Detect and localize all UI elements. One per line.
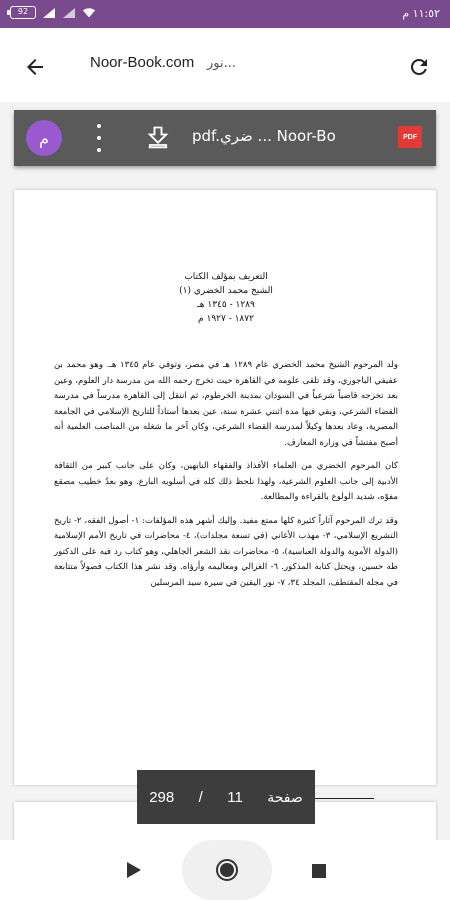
page-current: 11 (227, 788, 243, 806)
clock: ١١:٥٢ م (402, 7, 440, 20)
more-vert-icon[interactable] (92, 124, 106, 152)
page-content (54, 270, 398, 599)
media-controls (0, 840, 450, 900)
back-button[interactable] (18, 50, 52, 84)
pdf-badge-icon: PDF (398, 126, 422, 148)
record-icon (215, 858, 239, 882)
pdf-page (14, 190, 436, 785)
browser-toolbar (0, 28, 450, 102)
record-button[interactable] (182, 840, 272, 900)
download-icon[interactable] (144, 124, 172, 152)
status-icons (10, 6, 96, 19)
reload-button[interactable] (402, 50, 436, 84)
signal-icon (42, 7, 56, 19)
page-separator: / (198, 788, 203, 806)
heading-line: الشيخ محمد الخضري (١) (179, 286, 273, 296)
page-title-text: ...نور (206, 56, 236, 71)
page-heading (54, 270, 398, 326)
battery-icon (10, 6, 36, 19)
avatar[interactable]: م (26, 120, 62, 156)
signal-icon (62, 7, 76, 19)
arrow-left-icon (23, 55, 47, 79)
site-name: Noor-Book.com (90, 54, 195, 71)
paragraph: ولد المرحوم الشيخ محمد الخضري عام ١٢٨٩ هـ في مصر، وتوفي عام ١٣٤٥ هـ. وهو محمد بن عفيفي الباجوري، وقد تلقى علومه في القاهرة حيث تخرج رحمه الله من مدرسة دار العلوم، وعين بعد تخرجه قاضياً شرعياً في السودان بمدينة الخرطوم، ثم انتقل إلى القاهرة مدرساً في مدرسة القضاء الشرعي، وبقي فيها مدة اثنتي عشرة سنة، عين بعدها أستاذاً للتاريخ الإسلامي في الجامعة المصرية، وعاد بعدها وكيلاً لمدرسة القضاء الشرعي، وكان آخر ما شغله من المناصب العلمية أنه أصبح مفتشاً في وزارة المعارف. (54, 360, 398, 448)
paragraph: وقد ترك المرحوم آثاراً كثيرة كلها ممتع مفيد. وإليك أشهر هذه المؤلفات: ١- أصول الفقه، ٢- تاريخ التشريع الإسلامي، ٣- مهذب الأغاني (في تسعة مجلدات)، ٤- محاضرات في تاريخ الأمم الإسلامية (الدولة الأموية والدولة العباسية)، ٥- محاضرات نقد الشعر الجاهلي، وهو كتاب رد فيه على الدكتور طه حسين، ويحتل كتابه المذكور. ٦- الغزالي ومعاليمه وأرؤاه. وقد نشر هذا الكتاب فصولاً متتابعة في مجلة المقتطف، المجلد ٣٤، ٧- نور اليقين في سيرة سيد المرسلين (54, 515, 399, 588)
page-title (90, 53, 350, 77)
status-bar (0, 0, 450, 28)
stop-icon[interactable] (312, 864, 326, 878)
file-title: pdf.ضري ... Noor-Bo (192, 127, 336, 145)
pdf-toolbar (14, 110, 436, 166)
battery-level: 92 (17, 7, 29, 16)
page-label: صفحة (267, 788, 303, 805)
heading-line: ١٢٨٩ - ١٣٤٥ هـ (197, 300, 255, 310)
reload-icon (407, 55, 431, 79)
play-icon[interactable] (122, 858, 144, 882)
page-total: 298 (149, 788, 175, 806)
heading-line: ١٨٧٢ - ١٩٢٧ م (198, 314, 254, 324)
pdf-reader (0, 102, 450, 840)
heading-line: التعريف بمؤلف الكتاب (184, 272, 268, 282)
paragraph: كان المرحوم الخضري من العلماء الأفذاذ والفقهاء النابهين، وكان على جانب كبير من الثقافة الأدبية إلى جانب العلوم الشرعية، ولهذا نلحظ ذلك كله في أسلوبه البارع. وهو بعدُ خطيب مصقع مفوّه، شديد الولوع بالقراءة والمطالعة. (54, 461, 398, 502)
wifi-icon (82, 7, 96, 19)
page-indicator (137, 770, 315, 824)
